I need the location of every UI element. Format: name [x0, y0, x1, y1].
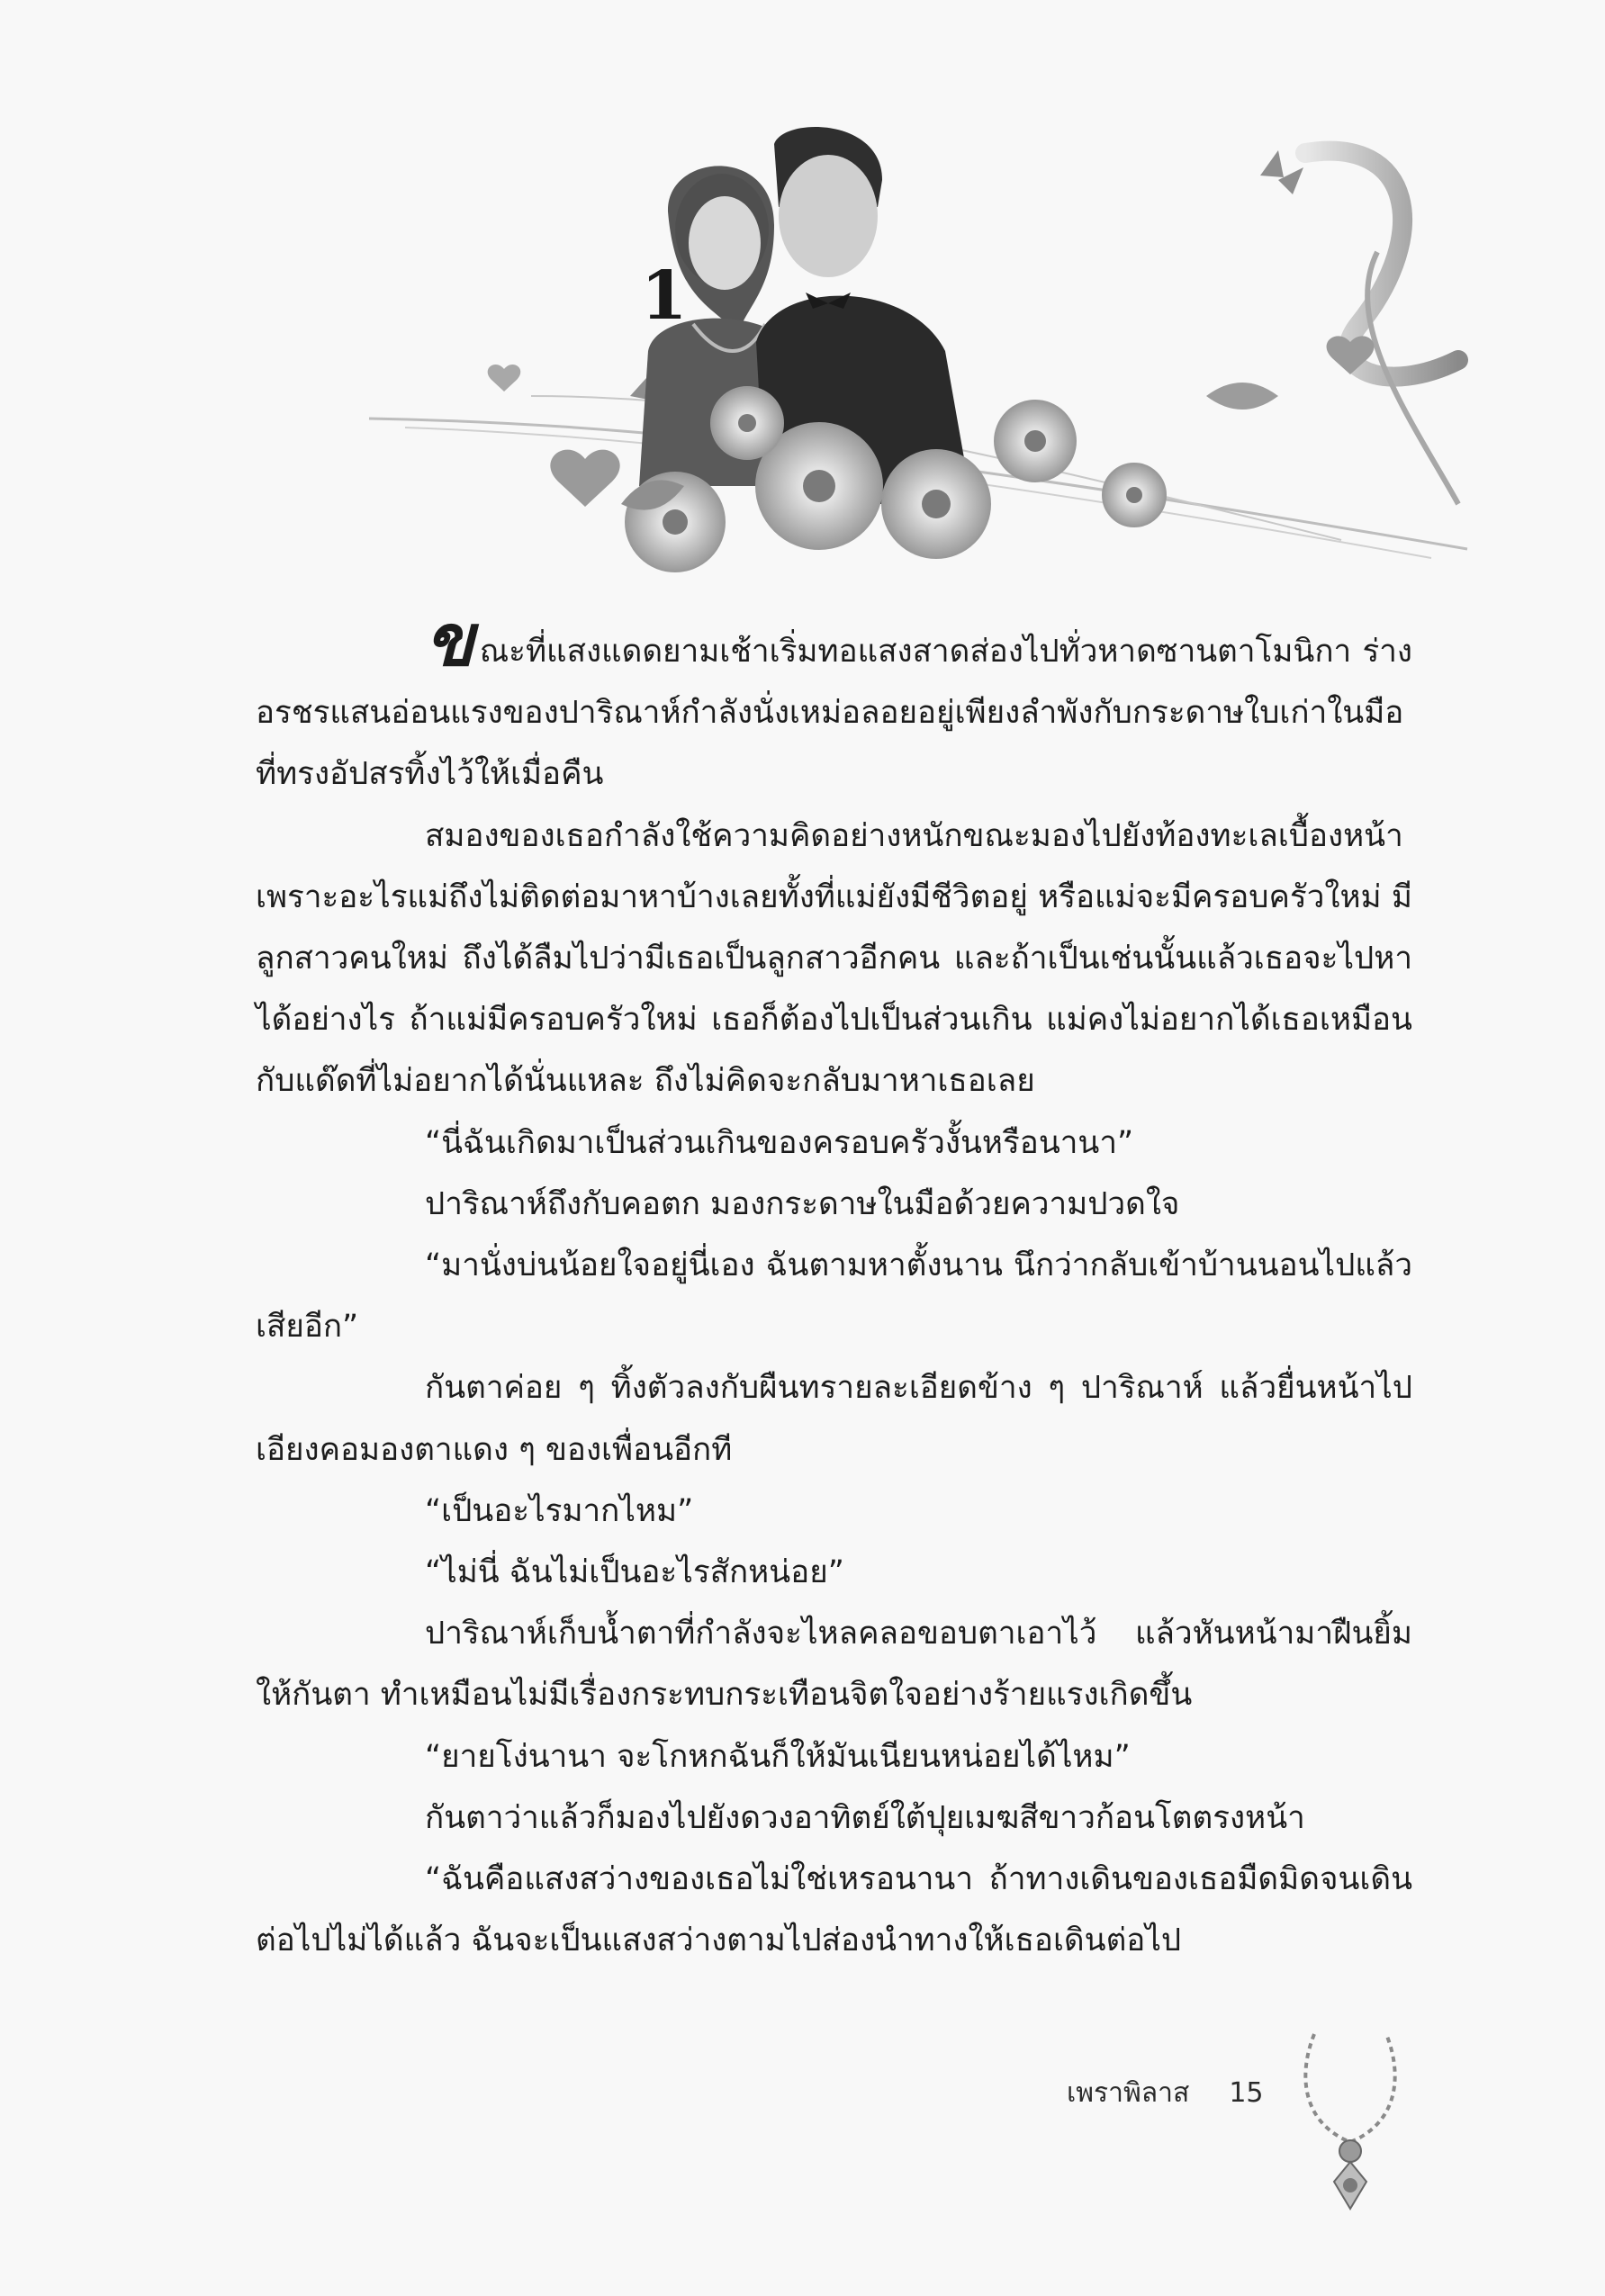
page-footer: [1067, 2070, 1264, 2115]
chapter-number: 1: [641, 257, 688, 335]
chapter-header-illustration: [351, 126, 1476, 594]
paragraph: ขณะที่แสงแดดยามเช้าเริ่มทอแสงสาดส่องไปทั่วหาดซานตาโมนิกา ร่างอรชรแสนอ่อนแรงของปาริณาห์กำลังนั่งเหม่อลอยอยู่เพียงลำพังกับกระดาษใบเก่าในมือที่ทรงอัปสรทิ้งไว้ให้เมื่อคืน: [256, 598, 1412, 793]
dialogue-line: “ไม่นี่ ฉันไม่เป็นอะไรสักหน่อย”: [425, 1554, 844, 1591]
paragraph: ปาริณาห์เก็บน้ำตาที่กำลังจะไหลคลอขอบตาเอาไว้ แล้วหันหน้ามาฝืนยิ้มให้กันตา ทำเหมือนไม่มีเรื่องกระทบกระเทือนจิตใจอย่างร้ายแรงเกิดขึ้น: [256, 1616, 1412, 1714]
dialogue-line: “ยายโง่นานา จะโกหกฉันก็ให้มันเนียนหน่อยได้ไหม”: [425, 1738, 1131, 1775]
paragraph: สมองของเธอกำลังใช้ความคิดอย่างหนักขณะมองไปยังท้องทะเลเบื้องหน้า เพราะอะไรแม่ถึงไม่ติดต่อมาหาบ้างเลยทั้งที่แม่ยังมีชีวิตอยู่ หรือแม่จะมีครอบครัวใหม่ มีลูกสาวคนใหม่ ถึงได้ลืมไปว่ามีเธอเป็นลูกสาวอีกคน และถ้าเป็นเช่นนั้นแล้วเธอจะไปหาได้อย่างไร ถ้าแม่มีครอบครัวใหม่ เธอก็ต้องไปเป็นส่วนเกิน แม่คงไม่อยากได้เธอเหมือนกับแด๊ดที่ไม่อยากได้นั่นแหละ ถึงไม่คิดจะกลับมาหาเธอเลย: [256, 817, 1412, 1100]
running-title: เพราพิลาส: [1067, 2076, 1190, 2109]
paragraph-text: ณะที่แสงแดดยามเช้าเริ่มทอแสงสาดส่องไปทั่วหาดซานตาโมนิกา ร่างอรชรแสนอ่อนแรงของปาริณาห์กำลังนั่งเหม่อลอยอยู่เพียงลำพังกับกระดาษใบเก่าในมือที่ทรงอัปสรทิ้งไว้ให้เมื่อคืน: [256, 634, 1412, 793]
paragraph: ปาริณาห์ถึงกับคอตก มองกระดาษในมือด้วยความปวดใจ: [425, 1185, 1180, 1222]
paragraph: กันตาค่อย ๆ ทิ้งตัวลงกับผืนทรายละเอียดข้าง ๆ ปาริณาห์ แล้วยื่นหน้าไปเอียงคอมองตาแดง ๆ ของเพื่อนอีกที: [256, 1370, 1412, 1468]
dialogue-line: “นี่ฉันเกิดมาเป็นส่วนเกินของครอบครัวงั้นหรือนานา”: [425, 1124, 1134, 1161]
dialogue-line: “ฉันคือแสงสว่างของเธอไม่ใช่เหรอนานา ถ้าทางเดินของเธอมืดมิดจนเดินต่อไปไม่ได้แล้ว ฉันจะเป็นแสงสว่างตามไปส่องนำทางให้เธอเดินต่อไป: [256, 1861, 1412, 1959]
dialogue-line: “มานั่งบ่นน้อยใจอยู่นี่เอง ฉันตามหาตั้งนาน นึกว่ากลับเข้าบ้านนอนไปแล้วเสียอีก”: [256, 1247, 1412, 1346]
page-number: 15: [1229, 2076, 1264, 2109]
chapter-body: [256, 598, 1412, 1971]
dialogue-line: “เป็นอะไรมากไหม”: [425, 1492, 694, 1529]
necklace-ornament: [1296, 2025, 1404, 2214]
paragraph: กันตาว่าแล้วก็มองไปยังดวงอาทิตย์ใต้ปุยเมฆสีขาวก้อนโตตรงหน้า: [425, 1799, 1305, 1836]
